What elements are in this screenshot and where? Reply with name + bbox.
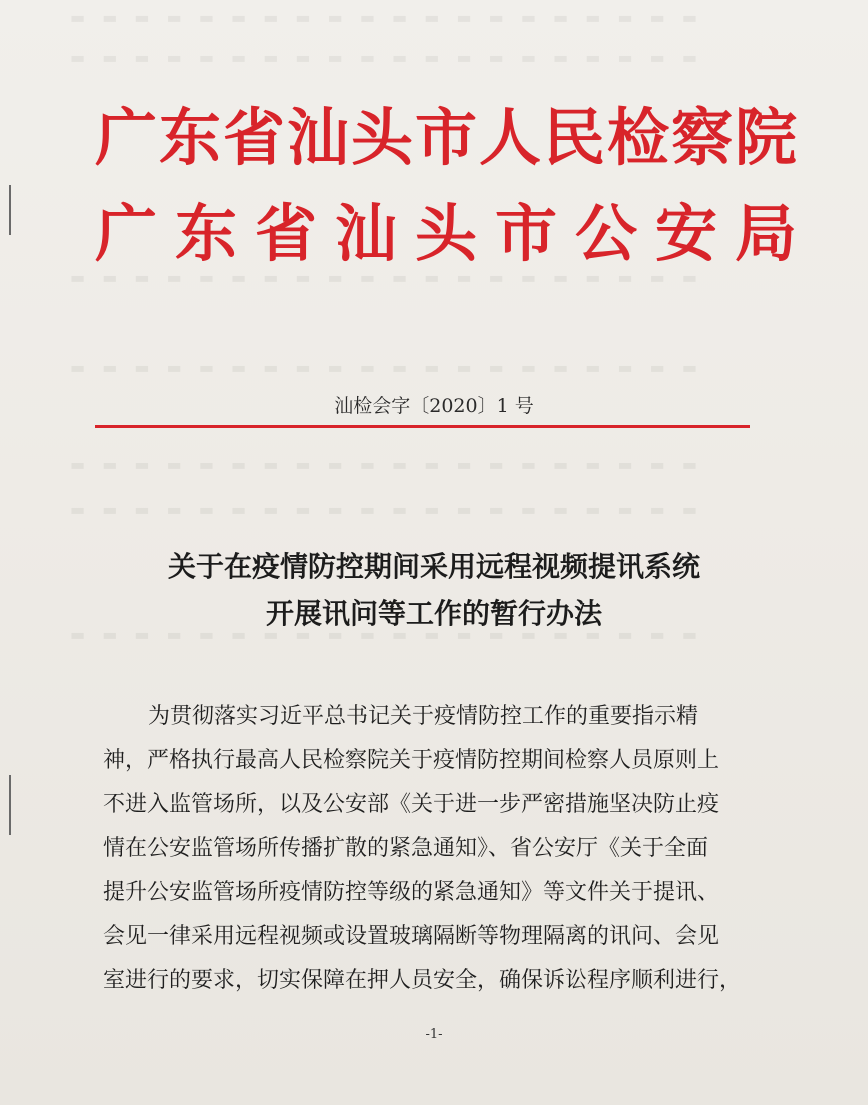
- show-through-texture: ▬ ▬ ▬ ▬ ▬ ▬ ▬ ▬ ▬ ▬ ▬ ▬ ▬ ▬ ▬ ▬ ▬ ▬ ▬ ▬: [70, 455, 703, 474]
- issuing-org-police-bureau: 广东省汕头市公安局: [95, 197, 816, 270]
- body-text-line: 会见一律采用远程视频或设置玻璃隔断等物理隔离的讯问、会见: [103, 924, 720, 949]
- document-title-line-2: 开展讯问等工作的暂行办法: [265, 597, 602, 630]
- show-through-texture: ▬ ▬ ▬ ▬ ▬ ▬ ▬ ▬ ▬ ▬ ▬ ▬ ▬ ▬ ▬ ▬ ▬ ▬ ▬ ▬: [70, 625, 703, 644]
- show-through-texture: ▬ ▬ ▬ ▬ ▬ ▬ ▬ ▬ ▬ ▬ ▬ ▬ ▬ ▬ ▬ ▬ ▬ ▬ ▬ ▬: [70, 48, 703, 67]
- body-text-line: 为贯彻落实习近平总书记关于疫情防控工作的重要指示精: [148, 704, 699, 729]
- binding-mark: [9, 775, 11, 835]
- body-text-line: 提升公安监管场所疫情防控等级的紧急通知》等文件关于提讯、: [103, 880, 720, 905]
- show-through-texture: ▬ ▬ ▬ ▬ ▬ ▬ ▬ ▬ ▬ ▬ ▬ ▬ ▬ ▬ ▬ ▬ ▬ ▬ ▬ ▬: [70, 500, 703, 519]
- show-through-texture: ▬ ▬ ▬ ▬ ▬ ▬ ▬ ▬ ▬ ▬ ▬ ▬ ▬ ▬ ▬ ▬ ▬ ▬ ▬ ▬: [70, 8, 703, 27]
- show-through-texture: ▬ ▬ ▬ ▬ ▬ ▬ ▬ ▬ ▬ ▬ ▬ ▬ ▬ ▬ ▬ ▬ ▬ ▬ ▬ ▬: [70, 268, 703, 287]
- binding-mark: [9, 185, 11, 235]
- issuing-org-procuratorate: 广东省汕头市人民检察院: [95, 101, 800, 174]
- red-separator-line: [95, 425, 750, 428]
- body-text-line: 室进行的要求，切实保障在押人员安全，确保诉讼程序顺利进行，: [103, 968, 742, 993]
- body-text-line: 神，严格执行最高人民检察院关于疫情防控期间检察人员原则上: [103, 748, 720, 773]
- body-text-line: 情在公安监管场所传播扩散的紧急通知》、省公安厅《关于全面: [103, 836, 709, 861]
- document-title-line-1: 关于在疫情防控期间采用远程视频提讯系统: [167, 550, 700, 583]
- page-number: -1-: [425, 1027, 443, 1042]
- body-text-line: 不进入监管场所，以及公安部《关于进一步严密措施坚决防止疫: [103, 792, 720, 817]
- document-number: 汕检会字〔2020〕1 号: [334, 395, 534, 417]
- show-through-texture: ▬ ▬ ▬ ▬ ▬ ▬ ▬ ▬ ▬ ▬ ▬ ▬ ▬ ▬ ▬ ▬ ▬ ▬ ▬ ▬: [70, 358, 703, 377]
